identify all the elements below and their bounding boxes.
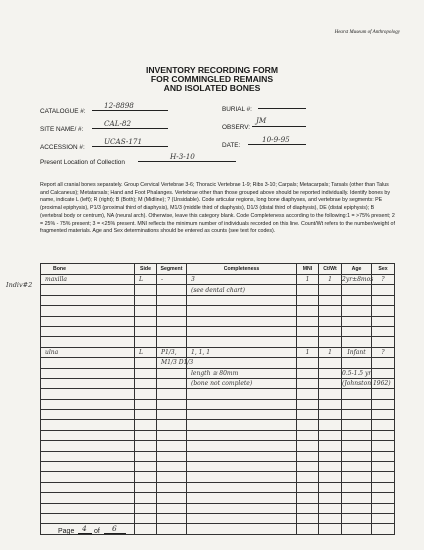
cell-side[interactable] [135,285,157,295]
cell-completeness[interactable] [187,410,297,420]
table-row [41,410,395,420]
cell-ctwt[interactable] [319,285,342,295]
cell-bone[interactable] [41,493,135,503]
cell-age[interactable] [342,472,372,482]
cell-mni[interactable] [297,462,319,472]
cell-bone[interactable] [41,337,135,347]
table-row [41,430,395,440]
cell-segment[interactable] [157,503,187,513]
cell-mni[interactable] [297,389,319,399]
cell-bone[interactable] [41,482,135,492]
cell-mni[interactable] [297,430,319,440]
cell-sex[interactable] [372,482,395,492]
cell-segment[interactable] [157,368,187,378]
cell-side[interactable] [135,306,157,316]
handwritten-completeness: (see dental chart) [191,286,245,294]
cell-ctwt[interactable] [319,399,342,409]
location-field[interactable] [138,152,236,162]
cell-segment[interactable] [157,524,187,534]
cell-side[interactable] [135,410,157,420]
observer-field[interactable] [252,117,306,127]
observer-value: JM [256,116,267,125]
handwritten-age: Infant [347,348,366,356]
cell-age[interactable] [342,358,372,368]
location-value: H-3-10 [170,152,195,161]
burial-label: BURIAL #: [222,106,252,113]
cell-age[interactable] [342,420,372,430]
table-row [41,316,395,326]
handwritten-sex: ? [381,276,385,284]
cell-completeness[interactable] [187,493,297,503]
cell-bone[interactable] [41,275,135,285]
cell-ctwt[interactable] [319,482,342,492]
table-row [41,326,395,336]
cell-side[interactable] [135,430,157,440]
cell-ctwt[interactable] [319,316,342,326]
catalogue-field[interactable] [92,101,168,111]
handwritten-completeness: 1, 1, 1 [191,348,211,356]
cell-sex[interactable] [372,347,395,357]
table-row [41,285,395,295]
page-total-field[interactable] [104,524,126,534]
cell-completeness[interactable] [187,430,297,440]
cell-segment[interactable] [157,451,187,461]
table-row [41,472,395,482]
cell-completeness[interactable] [187,358,297,368]
cell-mni[interactable] [297,399,319,409]
cell-mni[interactable] [297,503,319,513]
cell-bone[interactable] [41,295,135,305]
cell-completeness[interactable] [187,295,297,305]
cell-completeness[interactable] [187,306,297,316]
cell-segment[interactable] [157,285,187,295]
cell-mni[interactable] [297,472,319,482]
cell-mni[interactable] [297,337,319,347]
cell-side[interactable] [135,358,157,368]
cell-bone[interactable] [41,306,135,316]
column-header-age: Age [342,264,372,275]
cell-completeness[interactable] [187,482,297,492]
cell-side[interactable] [135,472,157,482]
handwritten-segment: - [161,276,164,284]
cell-segment[interactable] [157,275,187,285]
handwritten-sex: ? [381,348,385,356]
cell-completeness[interactable] [187,285,297,295]
location-label: Present Location of Collection [40,159,125,166]
table-row [41,368,395,378]
column-header-side: Side [135,264,157,275]
cell-completeness[interactable] [187,399,297,409]
form-title-line-2: FOR COMMINGLED REMAINS [150,74,274,84]
cell-age[interactable] [342,326,372,336]
cell-side[interactable] [135,347,157,357]
cell-bone[interactable] [41,316,135,326]
cell-segment[interactable] [157,410,187,420]
cell-ctwt[interactable] [319,513,342,523]
inventory-table [40,263,395,535]
cell-side[interactable] [135,482,157,492]
table-row [41,451,395,461]
handwritten-bone: maxilla [45,276,67,284]
cell-ctwt[interactable] [319,295,342,305]
date-label: DATE: [222,142,241,149]
table-row [41,378,395,388]
cell-side[interactable] [135,451,157,461]
cell-age[interactable] [342,451,372,461]
cell-age[interactable] [342,389,372,399]
table-row [41,306,395,316]
column-header-bone: Bone [41,264,135,275]
cell-side[interactable] [135,513,157,523]
cell-sex[interactable] [372,462,395,472]
cell-sex[interactable] [372,358,395,368]
table-row [41,513,395,523]
cell-age[interactable] [342,462,372,472]
cell-segment[interactable] [157,441,187,451]
cell-segment[interactable] [157,493,187,503]
cell-bone[interactable] [41,326,135,336]
cell-ctwt[interactable] [319,524,342,534]
cell-age[interactable] [342,337,372,347]
cell-sex[interactable] [372,316,395,326]
cell-bone[interactable] [41,472,135,482]
cell-age[interactable] [342,306,372,316]
cell-completeness[interactable] [187,275,297,285]
handwritten-mni: 1 [305,276,310,284]
cell-age[interactable] [342,482,372,492]
cell-side[interactable] [135,389,157,399]
cell-sex[interactable] [372,368,395,378]
cell-ctwt[interactable] [319,378,342,388]
cell-completeness[interactable] [187,368,297,378]
instructions-paragraph: Report all cranial bones separately. Group Cervical Vertebrae 3-6; Thoracic Vertebrae 1-9; Ribs 3-10; Carpals; Metacarpals; Tarsals (other than Talus and Calcaneus); Metatarsals; Hand and Foot Phalanges. Vertebrae other than those grouped above should be reported individually. Identify bones by name, indicate L (left); R (right); B (Both); M (Midline); ? (Unsidable). Code articular regions, long bone diaphyses, and vertebrae by segments: PE (proximal epiphysis), P1/3 (proximal third of diaphysis), M1/3 (middle third of diaphysis), D1/3 (distal third of diaphysis), DE (distal epiphysis); B (vertebral body or centrum), NA (neural arch). Otherwise, leave this category blank. Code Completeness according to the following:1 = >75% present; 2 = 25% - 75% present; 3 = <25% present. MNI reflects the minimum number of individuals recorded on this line. Count/Wt refers to the number/weight of fragmented materials. Age and Sex determinations should be entered as counts (see text for codes). [40,182,395,235]
cell-mni[interactable] [297,420,319,430]
table-row [41,441,395,451]
cell-completeness[interactable] [187,472,297,482]
cell-segment[interactable] [157,378,187,388]
cell-ctwt[interactable] [319,451,342,461]
of-label: of [94,528,100,535]
handwritten-bone: ulna [45,348,59,356]
cell-sex[interactable] [372,306,395,316]
cell-ctwt[interactable] [319,358,342,368]
cell-completeness[interactable] [187,441,297,451]
cell-segment[interactable] [157,306,187,316]
observer-label: OBSERV: [222,124,251,131]
catalogue-label: CATALOGUE #: [40,108,86,115]
cell-age[interactable] [342,316,372,326]
cell-sex[interactable] [372,295,395,305]
table-row [41,389,395,399]
cell-segment[interactable] [157,430,187,440]
accession-field[interactable] [92,137,168,147]
cell-completeness[interactable] [187,451,297,461]
cell-sex[interactable] [372,451,395,461]
museum-name: Hearst Museum of Anthropology [334,30,400,35]
cell-side[interactable] [135,399,157,409]
handwritten-completeness: 3 [191,276,195,284]
cell-bone[interactable] [41,285,135,295]
page-total: 6 [112,524,117,533]
cell-side[interactable] [135,503,157,513]
cell-mni[interactable] [297,347,319,357]
table-row [41,399,395,409]
cell-side[interactable] [135,420,157,430]
cell-segment[interactable] [157,472,187,482]
accession-value: UCAS-171 [104,137,143,146]
column-header-ctwt: Ct/Wt [319,264,342,275]
cell-side[interactable] [135,295,157,305]
cell-mni[interactable] [297,368,319,378]
table-row [41,420,395,430]
cell-mni[interactable] [297,358,319,368]
cell-bone[interactable] [41,389,135,399]
cell-ctwt[interactable] [319,472,342,482]
cell-mni[interactable] [297,513,319,523]
cell-bone[interactable] [41,378,135,388]
cell-bone[interactable] [41,430,135,440]
cell-segment[interactable] [157,337,187,347]
cell-ctwt[interactable] [319,503,342,513]
form-title-line-3: AND ISOLATED BONES [163,83,261,93]
cell-age[interactable] [342,347,372,357]
table-row [41,337,395,347]
handwritten-completeness: (bone not complete) [191,380,253,388]
cell-ctwt[interactable] [319,493,342,503]
cell-segment[interactable] [157,482,187,492]
table-row [41,347,395,357]
cell-mni[interactable] [297,410,319,420]
cell-segment[interactable] [157,389,187,399]
column-header-completeness: Completeness [187,264,297,275]
table-row [41,462,395,472]
cell-segment[interactable] [157,358,194,368]
cell-bone[interactable] [41,451,135,461]
cell-side[interactable] [135,378,157,388]
cell-age[interactable] [342,410,372,420]
cell-age[interactable] [342,285,372,295]
page-label: Page [58,528,75,535]
form-title-line-1: INVENTORY RECORDING FORM [145,65,279,75]
cell-segment[interactable] [157,347,187,357]
cell-completeness[interactable] [187,326,297,336]
cell-segment[interactable] [157,326,187,336]
cell-age[interactable] [342,441,372,451]
cell-completeness[interactable] [187,524,297,534]
cell-sex[interactable] [372,337,395,347]
site-value: CAL-82 [104,119,132,128]
cell-sex[interactable] [372,503,395,513]
table-row [41,503,395,513]
handwritten-age: 2yr±8mos [342,276,374,284]
cell-bone[interactable] [41,441,135,451]
cell-completeness[interactable] [187,513,297,523]
cell-completeness[interactable] [187,316,297,326]
column-header-sex: Sex [372,264,395,275]
cell-ctwt[interactable] [319,430,342,440]
cell-age[interactable] [342,368,372,378]
table-row [41,275,395,285]
cell-mni[interactable] [297,524,319,534]
cell-age[interactable] [342,399,372,409]
cell-side[interactable] [135,316,157,326]
cell-bone[interactable] [41,347,135,357]
cell-completeness[interactable] [187,347,297,357]
cell-ctwt[interactable] [319,368,342,378]
cell-sex[interactable] [372,285,395,295]
cell-age[interactable] [342,295,372,305]
cell-sex[interactable] [372,441,395,451]
cell-segment[interactable] [157,316,187,326]
cell-bone[interactable] [41,410,135,420]
cell-ctwt[interactable] [319,347,342,357]
cell-age[interactable] [342,275,372,285]
handwritten-side: L [139,276,143,284]
table-row [41,295,395,305]
cell-completeness[interactable] [187,337,297,347]
cell-ctwt[interactable] [319,389,342,399]
cell-ctwt[interactable] [319,420,342,430]
cell-ctwt[interactable] [319,306,342,316]
cell-mni[interactable] [297,275,319,285]
cell-mni[interactable] [297,326,319,336]
site-label: SITE NAME/ #: [40,126,84,133]
cell-ctwt[interactable] [319,326,342,336]
handwritten-mni: 1 [305,348,310,356]
cell-ctwt[interactable] [319,337,342,347]
cell-bone[interactable] [41,503,135,513]
handwritten-completeness: length ≅ 80mm [191,369,239,377]
cell-sex[interactable] [372,275,395,285]
cell-mni[interactable] [297,493,319,503]
cell-segment[interactable] [157,513,187,523]
column-header-segment: Segment [157,264,187,275]
cell-segment[interactable] [157,420,187,430]
cell-mni[interactable] [297,441,319,451]
handwritten-age: (Johnston 1962) [342,380,391,388]
column-header-mni: MNI [297,264,319,275]
cell-sex[interactable] [372,326,395,336]
cell-ctwt[interactable] [319,410,342,420]
cell-completeness[interactable] [187,503,297,513]
date-field[interactable] [248,135,306,145]
handwritten-ctwt: 1 [328,276,332,284]
catalogue-value: 12-8898 [104,101,134,110]
cell-segment[interactable] [157,462,187,472]
cell-age[interactable] [342,524,372,534]
burial-field[interactable] [258,99,306,109]
cell-age[interactable] [342,503,372,513]
cell-sex[interactable] [372,524,395,534]
cell-side[interactable] [135,326,157,336]
cell-ctwt[interactable] [319,462,342,472]
cell-mni[interactable] [297,482,319,492]
cell-age[interactable] [342,493,372,503]
cell-mni[interactable] [297,285,319,295]
margin-note-indiv2: Indiv#2 [6,281,33,289]
cell-side[interactable] [135,275,157,285]
accession-label: ACCESSION #: [40,144,85,151]
cell-side[interactable] [135,337,157,347]
cell-completeness[interactable] [187,462,297,472]
cell-bone[interactable] [41,399,135,409]
cell-age[interactable] [342,378,391,388]
cell-segment[interactable] [157,399,187,409]
site-field[interactable] [92,119,168,129]
cell-bone[interactable] [41,513,135,523]
page-number-field[interactable] [78,524,92,534]
cell-ctwt[interactable] [319,441,342,451]
cell-bone[interactable] [41,368,135,378]
cell-side[interactable] [135,493,157,503]
handwritten-segment: P1/3, [161,348,177,356]
cell-side[interactable] [135,368,157,378]
cell-segment[interactable] [157,295,187,305]
cell-side[interactable] [135,524,157,534]
cell-bone[interactable] [41,420,135,430]
cell-sex[interactable] [372,513,395,523]
cell-age[interactable] [342,430,372,440]
handwritten-age: 0.5-1.5 yr [342,369,372,377]
page-number: 4 [82,524,87,533]
handwritten-segment: M1/3 D1/3 [161,359,194,367]
table-header-row [41,264,395,275]
cell-sex[interactable] [372,430,395,440]
cell-side[interactable] [135,441,157,451]
cell-sex[interactable] [372,399,395,409]
cell-mni[interactable] [297,451,319,461]
date-value: 10-9-95 [262,135,290,144]
cell-sex[interactable] [372,410,395,420]
cell-completeness[interactable] [187,378,297,388]
cell-sex[interactable] [372,472,395,482]
cell-mni[interactable] [297,378,319,388]
handwritten-ctwt: 1 [328,348,332,356]
cell-bone[interactable] [41,358,135,368]
table-row [41,358,395,368]
cell-mni[interactable] [297,306,319,316]
cell-mni[interactable] [297,295,319,305]
cell-side[interactable] [135,462,157,472]
cell-bone[interactable] [41,462,135,472]
cell-mni[interactable] [297,316,319,326]
table-row [41,493,395,503]
cell-ctwt[interactable] [319,275,342,285]
cell-sex[interactable] [372,389,395,399]
cell-sex[interactable] [372,493,395,503]
table-row [41,482,395,492]
cell-completeness[interactable] [187,420,297,430]
handwritten-side: L [139,348,143,356]
cell-sex[interactable] [372,420,395,430]
cell-age[interactable] [342,513,372,523]
cell-completeness[interactable] [187,389,297,399]
